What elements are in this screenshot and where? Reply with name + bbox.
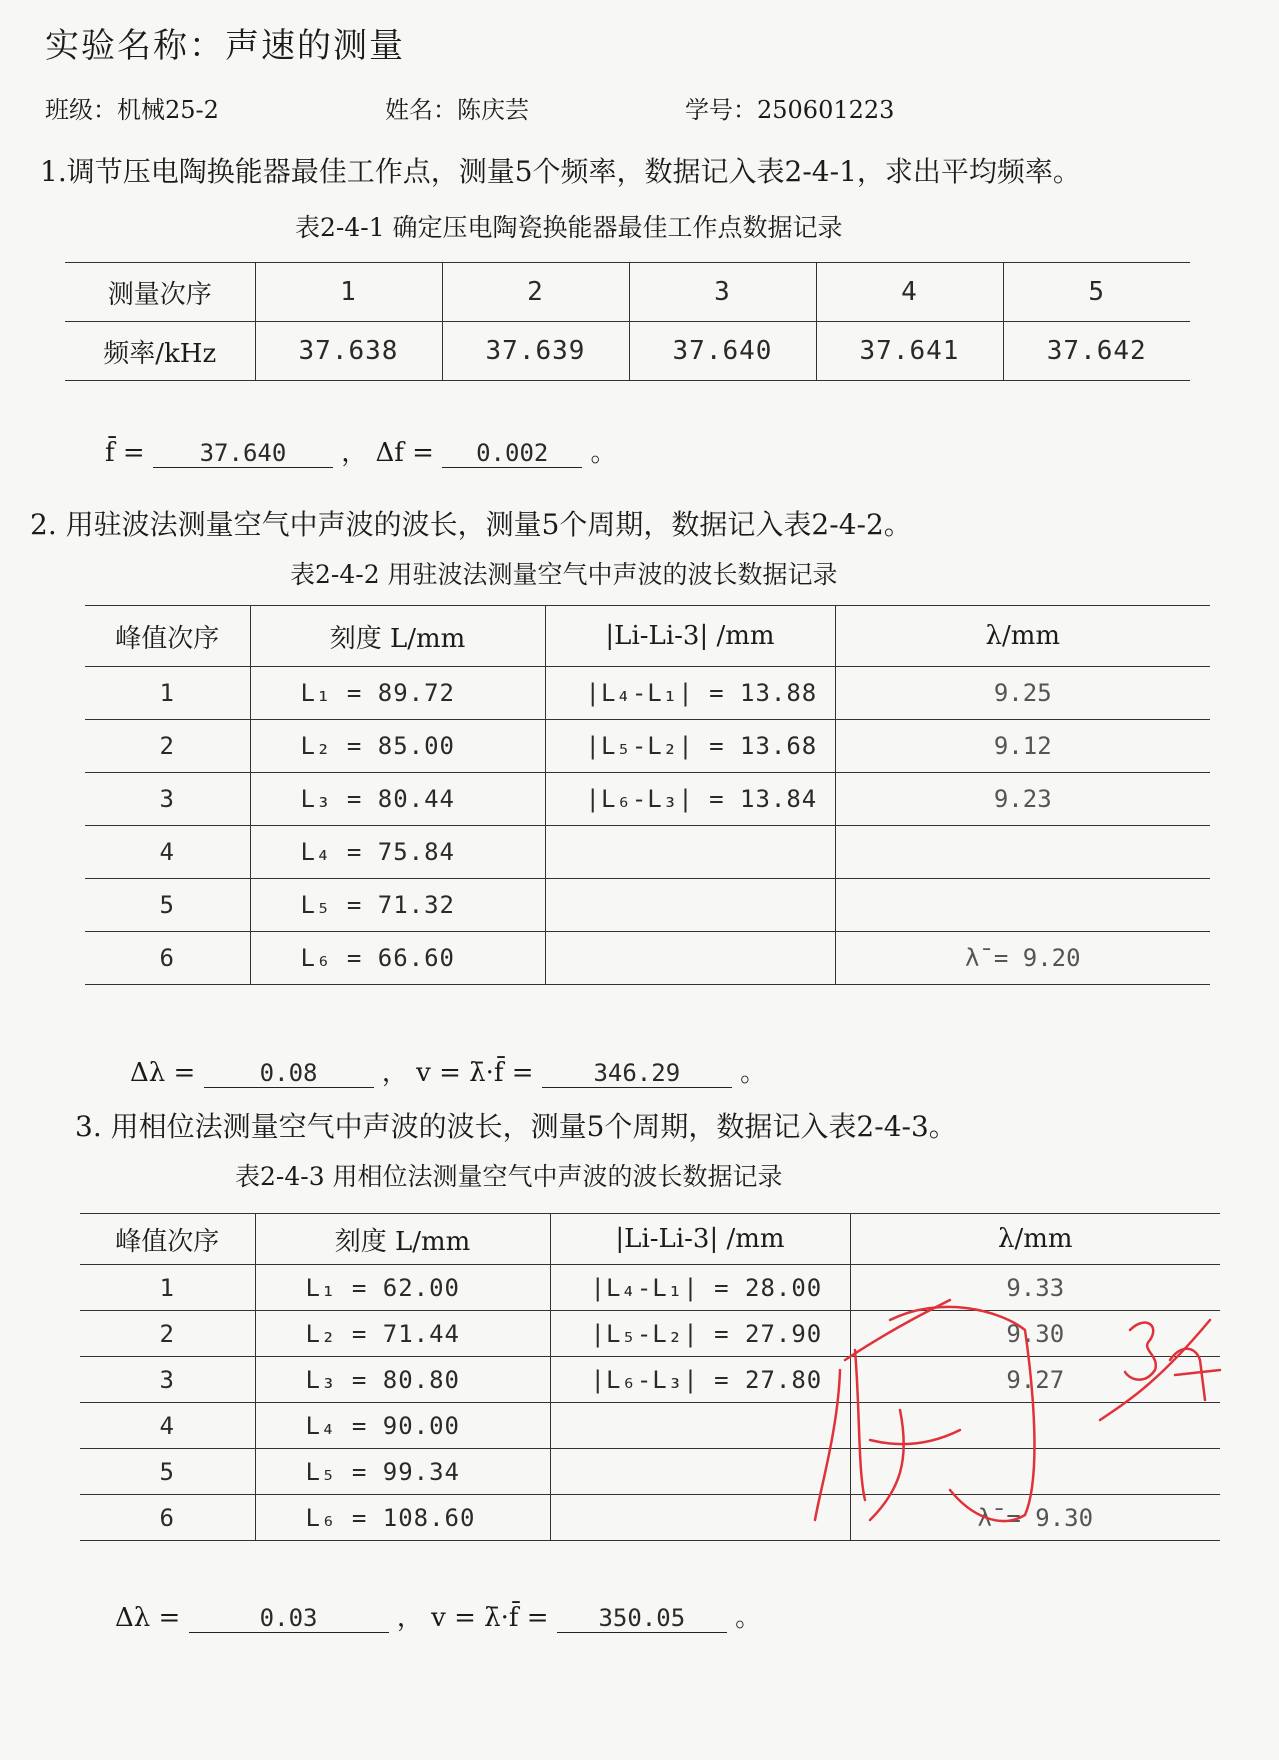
f-mean-value: 37.640: [153, 439, 333, 468]
order-cell: 3: [85, 773, 250, 826]
scale-cell: L₅ = 99.34: [255, 1449, 550, 1495]
header-lambda: λ/mm: [835, 606, 1210, 667]
scale-cell: L₄ = 75.84: [250, 826, 545, 879]
diff-cell: |L₅-L₂| = 27.90: [550, 1311, 850, 1357]
order-cell: 4: [85, 826, 250, 879]
diff-cell: [545, 879, 835, 932]
v-label: v = λ̄·f̄ =: [431, 1603, 549, 1633]
header-diff: |Li-Li-3| /mm: [545, 606, 835, 667]
df-label: Δf =: [375, 438, 434, 468]
lambda-cell: 9.12: [835, 720, 1210, 773]
table3-caption: 表2-4-3 用相位法测量空气中声波的波长数据记录: [235, 1162, 783, 1191]
row-label-order: 测量次序: [65, 263, 255, 322]
standing-wave-summary: Δλ = 0.08 ， v = λ̄·f̄ = 346.29 。: [130, 1058, 767, 1088]
scale-cell: L₃ = 80.80: [255, 1357, 550, 1403]
lambda-mean-cell: λ̄ = 9.30: [850, 1495, 1220, 1541]
order-cell: 3: [629, 263, 816, 322]
lambda-cell: 9.27: [850, 1357, 1220, 1403]
name-field: 姓名：陈庆芸: [385, 96, 529, 124]
order-cell: 6: [85, 932, 250, 985]
dlambda-label: Δλ =: [115, 1603, 181, 1633]
section1-instruction: 1.调节压电陶换能器最佳工作点，测量5个频率，数据记入表2-4-1，求出平均频率。: [40, 155, 1081, 188]
diff-cell: |L₆-L₃| = 27.80: [550, 1357, 850, 1403]
order-cell: 5: [80, 1449, 255, 1495]
order-cell: 3: [80, 1357, 255, 1403]
order-cell: 5: [1003, 263, 1190, 322]
table-row: [85, 773, 1210, 826]
dlambda-value: 0.03: [189, 1604, 389, 1633]
scale-cell: L₁ = 89.72: [250, 667, 545, 720]
lambda-cell: 9.25: [835, 667, 1210, 720]
scale-cell: L₆ = 66.60: [250, 932, 545, 985]
section2-instruction: 2. 用驻波法测量空气中声波的波长，测量5个周期，数据记入表2-4-2。: [30, 508, 912, 541]
table2-caption: 表2-4-2 用驻波法测量空气中声波的波长数据记录: [290, 560, 838, 589]
frequency-cell: 37.640: [629, 322, 816, 381]
diff-cell: |L₄-L₁| = 28.00: [550, 1265, 850, 1311]
order-cell: 6: [80, 1495, 255, 1541]
scale-cell: L₄ = 90.00: [255, 1403, 550, 1449]
standing-wave-table: [85, 605, 1210, 985]
table-row: [65, 263, 1190, 322]
header-scale: 刻度 L/mm: [255, 1214, 550, 1265]
table-row: [80, 1495, 1220, 1541]
order-cell: 4: [816, 263, 1003, 322]
table-row: [80, 1265, 1220, 1311]
scale-cell: L₂ = 71.44: [255, 1311, 550, 1357]
row-label-frequency: 频率/kHz: [65, 322, 255, 381]
table-row: [80, 1311, 1220, 1357]
diff-cell: |L₄-L₁| = 13.88: [545, 667, 835, 720]
phase-method-summary: Δλ = 0.03 ， v = λ̄·f̄ = 350.05 。: [115, 1603, 762, 1633]
header-order: 峰值次序: [80, 1214, 255, 1265]
frequency-cell: 37.641: [816, 322, 1003, 381]
order-cell: 1: [85, 667, 250, 720]
header-scale: 刻度 L/mm: [250, 606, 545, 667]
table-row: [80, 1357, 1220, 1403]
scale-cell: L₁ = 62.00: [255, 1265, 550, 1311]
student-id-field: 学号：250601223: [685, 96, 895, 124]
class-field: 班级：机械25-2: [45, 96, 219, 124]
header-diff: |Li-Li-3| /mm: [550, 1214, 850, 1265]
lambda-cell: 9.33: [850, 1265, 1220, 1311]
lambda-cell: [850, 1403, 1220, 1449]
df-value: 0.002: [442, 439, 582, 468]
v-value: 346.29: [542, 1059, 732, 1088]
frequency-summary: f̄ = 37.640 ， Δf = 0.002 。: [105, 438, 617, 468]
lambda-cell: 9.30: [850, 1311, 1220, 1357]
diff-cell: |L₆-L₃| = 13.84: [545, 773, 835, 826]
order-cell: 2: [85, 720, 250, 773]
page-title: 实验名称：声速的测量: [45, 26, 405, 66]
frequency-table: [65, 262, 1190, 381]
diff-cell: [550, 1495, 850, 1541]
phase-method-table: [80, 1213, 1220, 1541]
table-header-row: [80, 1214, 1220, 1265]
table-row: [80, 1403, 1220, 1449]
order-cell: 1: [80, 1265, 255, 1311]
diff-cell: [550, 1403, 850, 1449]
f-mean-label: f̄ =: [105, 438, 145, 468]
dlambda-label: Δλ =: [130, 1058, 196, 1088]
frequency-cell: 37.638: [255, 322, 442, 381]
dlambda-value: 0.08: [204, 1059, 374, 1088]
scale-cell: L₃ = 80.44: [250, 773, 545, 826]
table-header-row: [85, 606, 1210, 667]
diff-cell: [545, 932, 835, 985]
table1-caption: 表2-4-1 确定压电陶瓷换能器最佳工作点数据记录: [295, 213, 843, 242]
diff-cell: |L₅-L₂| = 13.68: [545, 720, 835, 773]
v-label: v = λ̄·f̄ =: [416, 1058, 534, 1088]
header-order: 峰值次序: [85, 606, 250, 667]
table-row: [85, 879, 1210, 932]
lambda-mean-cell: λ̄ = 9.20: [835, 932, 1210, 985]
frequency-cell: 37.642: [1003, 322, 1190, 381]
order-cell: 2: [442, 263, 629, 322]
lambda-cell: [835, 879, 1210, 932]
table-row: [80, 1449, 1220, 1495]
scale-cell: L₅ = 71.32: [250, 879, 545, 932]
order-cell: 2: [80, 1311, 255, 1357]
section3-instruction: 3. 用相位法测量空气中声波的波长，测量5个周期，数据记入表2-4-3。: [75, 1110, 957, 1143]
table-row: [65, 322, 1190, 381]
frequency-cell: 37.639: [442, 322, 629, 381]
order-cell: 4: [80, 1403, 255, 1449]
table-row: [85, 826, 1210, 879]
lambda-cell: 9.23: [835, 773, 1210, 826]
lambda-cell: [835, 826, 1210, 879]
table-row: [85, 720, 1210, 773]
diff-cell: [545, 826, 835, 879]
table-row: [85, 667, 1210, 720]
v-value: 350.05: [557, 1604, 727, 1633]
scale-cell: L₆ = 108.60: [255, 1495, 550, 1541]
header-lambda: λ/mm: [850, 1214, 1220, 1265]
lambda-cell: [850, 1449, 1220, 1495]
table-row: [85, 932, 1210, 985]
scale-cell: L₂ = 85.00: [250, 720, 545, 773]
order-cell: 5: [85, 879, 250, 932]
diff-cell: [550, 1449, 850, 1495]
order-cell: 1: [255, 263, 442, 322]
